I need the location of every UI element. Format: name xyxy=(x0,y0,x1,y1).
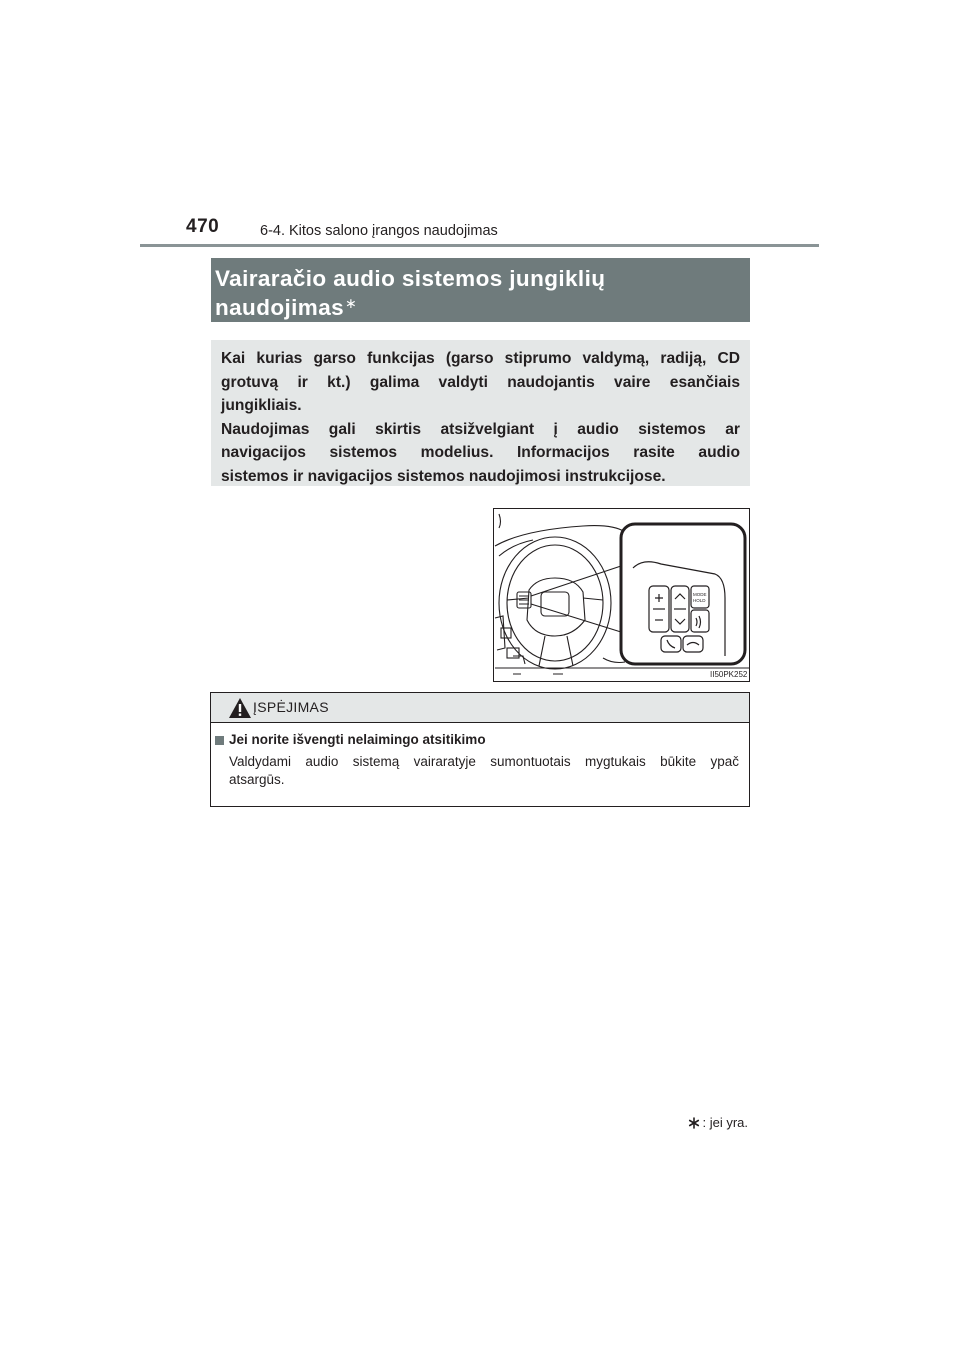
warning-text-line: atsargūs. xyxy=(229,772,285,787)
warning-label: ĮSPĖJIMAS xyxy=(253,699,329,715)
intro-box xyxy=(211,340,750,486)
figure-code: II50PK252 xyxy=(710,670,748,679)
warning-box xyxy=(210,692,750,807)
asterisk-icon: ∗ xyxy=(345,295,358,311)
header-rule xyxy=(140,244,819,247)
mode-button-label: MODE xyxy=(693,592,707,597)
page-number: 470 xyxy=(186,216,220,237)
warning-heading: Jei norite išvengti nelaimingo atsitikimo xyxy=(229,732,486,747)
footnote-text: : jei yra. xyxy=(702,1115,748,1130)
warning-header xyxy=(211,693,749,723)
footnote xyxy=(688,1115,748,1130)
steering-wheel-illustration xyxy=(493,508,750,682)
intro-line: Kai kurias garso funkcijas (garso stiprumo valdymą, radiją, CD xyxy=(221,350,740,367)
intro-line: grotuvą ir kt.) galima valdyti naudojantis vaire esančiais xyxy=(221,373,740,391)
section-header: 6-4. Kitos salono įrangos naudojimas xyxy=(260,223,498,239)
asterisk-icon xyxy=(688,1117,700,1129)
intro-line: sistemos ir navigacijos sistemos naudojimosi instrukcijose. xyxy=(221,467,666,485)
title-line-1: Vairaračio audio sistemos jungiklių xyxy=(215,266,606,291)
warning-text-line: Valdydami audio sistemą vairaratyje sumontuotais mygtukais būkite ypač xyxy=(229,754,739,769)
bullet-square-icon xyxy=(215,736,224,745)
intro-line: navigacijos sistemos modelius. Informacijos rasite audio xyxy=(221,444,740,462)
title-line-2-text: naudojimas xyxy=(215,295,345,320)
hold-button-label: HOLD xyxy=(693,598,706,603)
warning-triangle-icon xyxy=(228,697,252,719)
intro-line: Naudojimas gali skirtis atsižvelgiant į audio sistemos ar xyxy=(221,420,740,438)
warning-text xyxy=(229,753,739,789)
intro-line: jungikliais. xyxy=(221,397,302,415)
title-line-2 xyxy=(215,293,746,322)
page-title xyxy=(211,258,750,322)
